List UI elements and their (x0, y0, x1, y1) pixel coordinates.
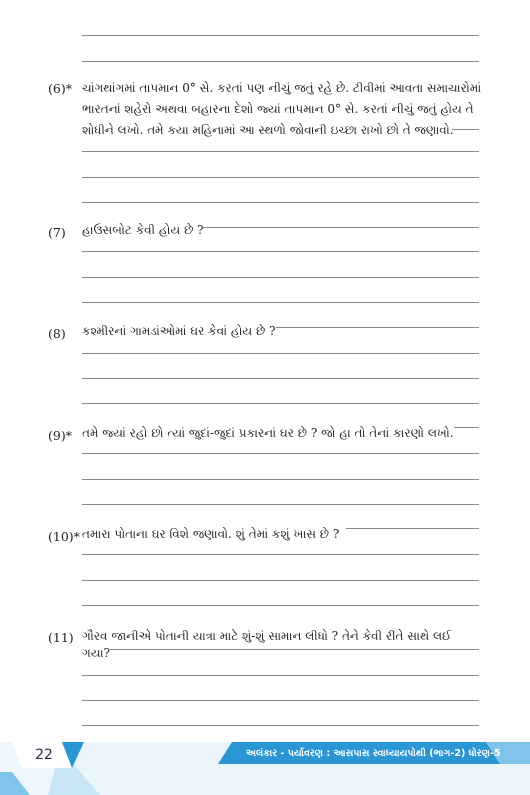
question-text: તમે જ્યાં રહો છો ત્યાં જુદાં-જુદાં પ્રકારનાં ઘર છે ? જો હા તો તેનાં કારણો લખો. (82, 426, 454, 440)
answer-line (82, 61, 479, 62)
answer-line (276, 327, 479, 328)
answer-line (82, 725, 479, 726)
question-number: (10)* (48, 529, 80, 544)
answer-line (82, 277, 479, 278)
question-text: કશ્મીરનાં ગામડાંઓમાં ઘર કેવાં હોય છે ? (82, 324, 276, 338)
question-number: (11) (48, 630, 74, 645)
answer-line (82, 177, 479, 178)
question-text-line: ગયા? (82, 646, 110, 660)
question-text: તમારા પોતાના ઘર વિશે જણાવો. શું તેમાં કશું ખાસ છે ? (82, 527, 340, 541)
answer-line (108, 649, 479, 650)
question-number: (6)* (48, 81, 72, 96)
answer-line (82, 151, 479, 152)
answer-line (454, 427, 479, 428)
answer-line (82, 554, 479, 555)
answer-line (82, 35, 479, 36)
answer-line (82, 605, 479, 606)
question-number: (7) (48, 225, 66, 240)
page-number: 22 (35, 747, 53, 763)
answer-line (82, 479, 479, 480)
question-text-line: ચાંગથાંગમાં તાપમાન 0° સે. કરતાં પણ નીચું જતું રહે છે. ટીવીમાં આવતા સમાચારોમાં (82, 81, 482, 95)
answer-line (82, 302, 479, 303)
question-text: હાઉસબોટ કેવી હોય છે ? (82, 223, 204, 237)
answer-line (82, 453, 479, 454)
answer-line (82, 202, 479, 203)
answer-line (82, 504, 479, 505)
answer-line (82, 251, 479, 252)
answer-line (82, 378, 479, 379)
question-text-line: શોધીને લખો. તમે કયા મહિનામાં આ સ્થળો જોવાની ઇચ્છા રાખો છો તે જણાવો. (82, 123, 454, 137)
question-number: (9)* (48, 428, 72, 443)
question-number: (8) (48, 326, 66, 341)
question-text-line: ભારતનાં શહેરો અથવા બહારના દેશો જ્યાં તાપમાન 0° સે. કરતાં નીચું જતું હોય તે (82, 102, 474, 116)
answer-line (201, 227, 479, 228)
answer-line (82, 675, 479, 676)
answer-line (82, 353, 479, 354)
answer-line (452, 129, 479, 130)
answer-line (82, 700, 479, 701)
question-text-line: ગૌરવ જાનીએ પોતાની યાત્રા માટે શું-શું સામાન લીધો ? તેને કેવી રીતે સાથે લઈ (82, 629, 452, 643)
answer-line (82, 580, 479, 581)
answer-line (346, 528, 479, 529)
answer-line (82, 403, 479, 404)
footer-title: અલંકાર - પર્યાવરણ : આસપાસ સ્વાધ્યાયપોથી (ભાગ-2) ધોરણ-5 (246, 748, 501, 759)
